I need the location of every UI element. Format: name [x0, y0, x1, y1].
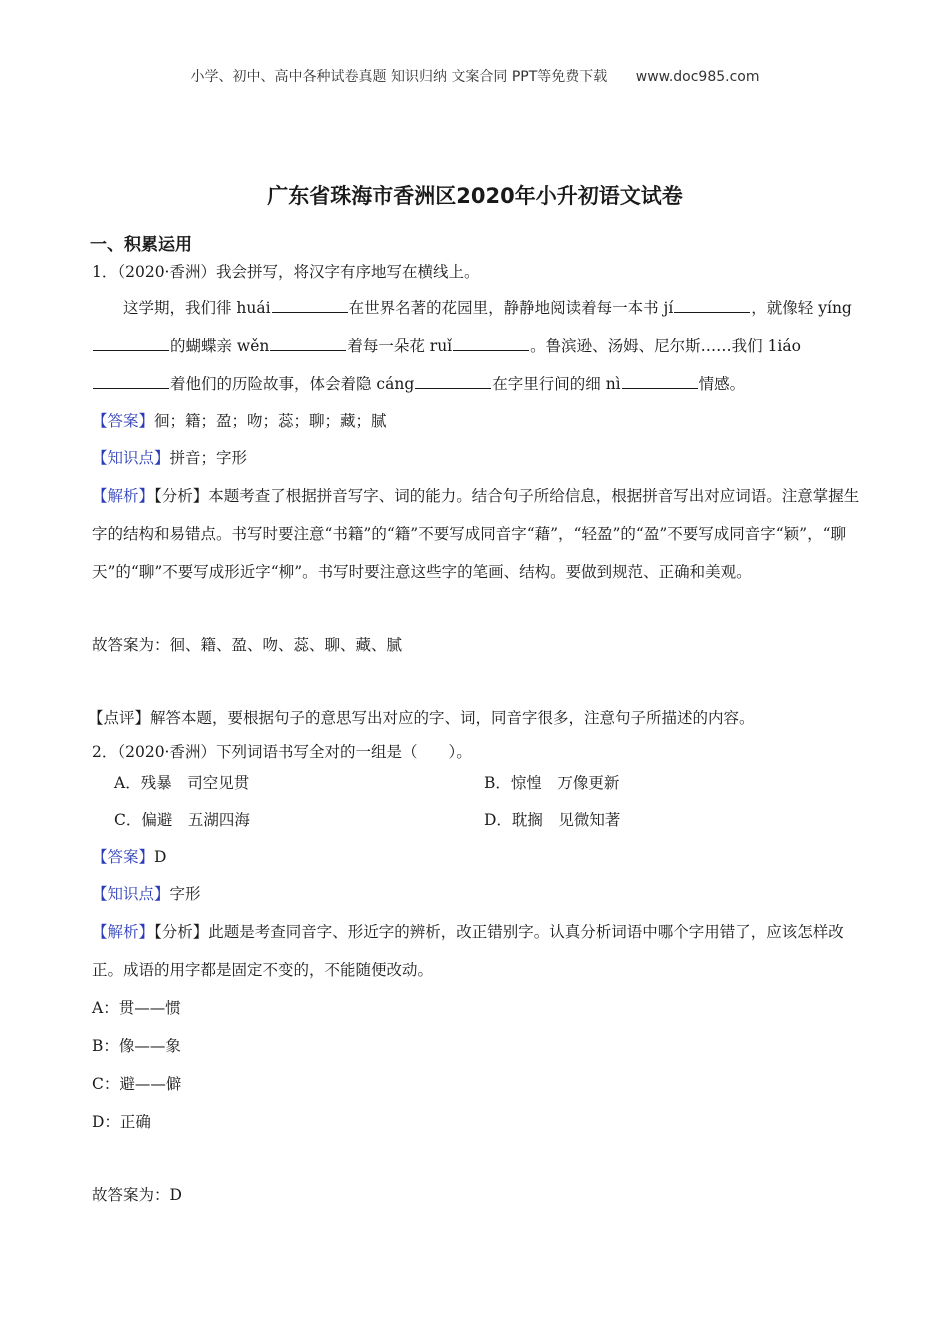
header-text: 小学、初中、高中各种试卷真题 知识归纳 文案合同 PPT等免费下载 [190, 69, 608, 85]
option-d[interactable]: D．耽搁 见微知著 [484, 811, 621, 829]
list-item: C：避——僻 [92, 1075, 182, 1093]
answer-blank[interactable] [272, 296, 348, 313]
answer-blank[interactable] [622, 372, 698, 389]
answer-blank[interactable] [453, 334, 529, 351]
question-1-answer: 【答案】徊；籍；盈；吻；蕊；聊；藏；腻 [92, 412, 387, 430]
page-header [0, 66, 950, 86]
question-2-knowledge-point: 【知识点】字形 [92, 885, 201, 903]
question-2-answer: 【答案】D [92, 848, 167, 866]
list-item: B：像——象 [92, 1037, 181, 1055]
option-a[interactable]: A．残暴 司空见贯 [114, 774, 250, 792]
question-2-analysis: 【解析】【分析】此题是考查同音字、形近字的辨析，改正错别字。认真分析词语中哪个字用错了，应该怎样改正。成语的用字都是固定不变的，不能随便改动。 [92, 923, 844, 979]
question-1-knowledge-point: 【知识点】拼音；字形 [92, 449, 248, 467]
answer-blank[interactable] [93, 372, 169, 389]
answer-blank[interactable] [93, 334, 169, 351]
question-2-options [114, 765, 862, 839]
question-1-stem: 1．（2020·香洲）我会拼写，将汉字有序地写在横线上。 [92, 263, 480, 281]
question-2-final-answer: 故答案为：D [92, 1186, 182, 1204]
question-2-stem: 2．（2020·香洲）下列词语书写全对的一组是（ ）。 [92, 743, 472, 761]
question-1-passage: 这学期，我们徘 huái 在世界名著的花园里，静静地阅读着每一本书 jí ，就像轻 yíng的蝴蝶亲 wěn 着每一朵花 ruǐ 。鲁滨逊、汤姆、尼尔斯……我们 1iáo着他们的历险故事，体会着隐 cáng 在字里行间的细 nì 情感。 [92, 289, 862, 403]
answer-blank[interactable] [270, 334, 346, 351]
option-c[interactable]: C．偏避 五湖四海 [114, 811, 250, 829]
answer-blank[interactable] [674, 296, 750, 313]
document-body [88, 230, 862, 1214]
question-2-corrections [92, 989, 862, 1141]
option-b[interactable]: B．惊惶 万像更新 [484, 774, 620, 792]
document-title: 广东省珠海市香洲区2020年小升初语文试卷 [267, 184, 683, 208]
question-1-final-answer: 故答案为：徊、籍、盈、吻、蕊、聊、藏、腻 [92, 636, 403, 654]
question-1-comment: 【点评】解答本题，要根据句子的意思写出对应的字、词，同音字很多，注意句子所描述的内容。 [88, 709, 755, 727]
section-heading: 一、积累运用 [90, 235, 192, 255]
header-site[interactable]: www.doc985.com [635, 69, 760, 85]
list-item: D：正确 [92, 1113, 151, 1131]
answer-blank[interactable] [415, 372, 491, 389]
question-1-analysis: 【解析】【分析】本题考查了根据拼音写字、词的能力。结合句子所给信息，根据拼音写出对应词语。注意掌握生字的结构和易错点。书写时要注意“书籍”的“籍”不要写成同音字“藉”，“轻盈”的“盈”不要写成同音字“颖”，“聊天”的“聊”不要写成形近字“柳”。书写时要注意这些字的笔画、结构。要做到规范、正确和美观。 [92, 487, 860, 581]
list-item: A：贯——惯 [92, 999, 181, 1017]
